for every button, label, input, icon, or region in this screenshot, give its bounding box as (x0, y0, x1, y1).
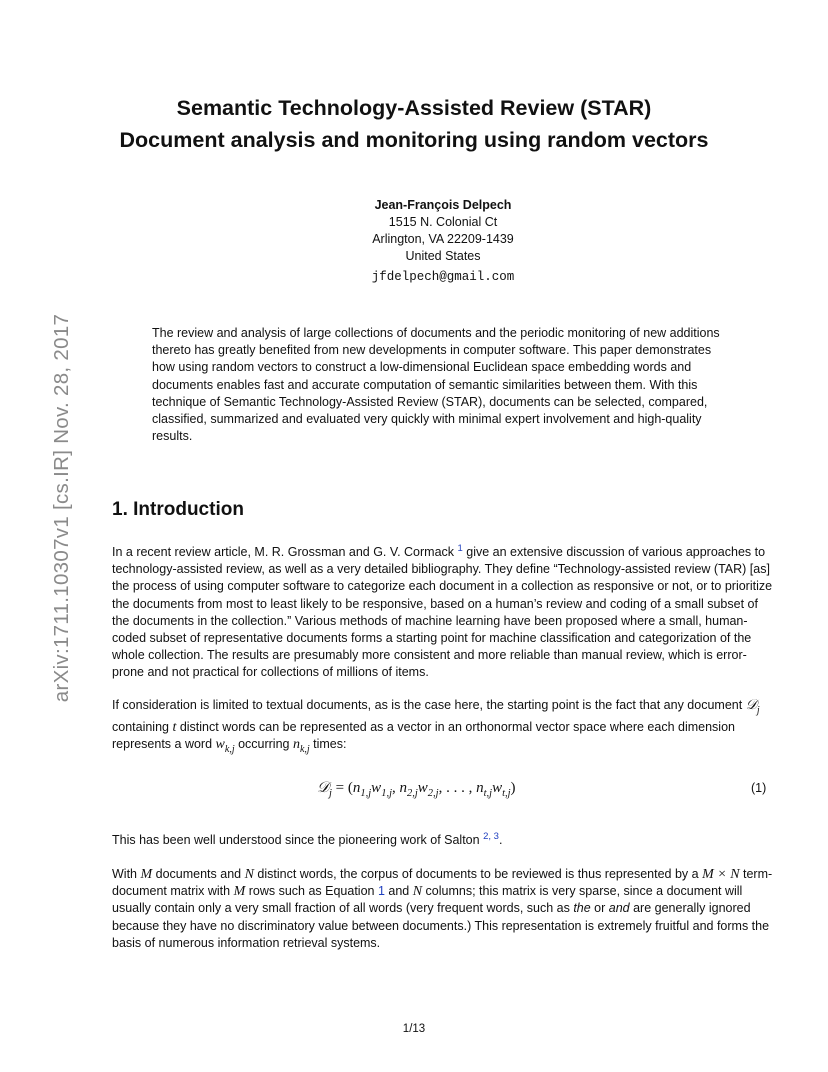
author-name: Jean-François Delpech (374, 198, 512, 212)
math-MxN-expression: M × N (702, 867, 740, 882)
intro-paragraph-1 (112, 544, 774, 682)
para3-text-b: . (498, 833, 503, 847)
title-line-2: Document analysis and monitoring using random vectors (119, 128, 709, 152)
para2-text-b: containing (112, 720, 173, 734)
citation-ref-3[interactable]: 3 (493, 830, 499, 842)
para2-text-d: occurring (234, 737, 293, 752)
emphasis-the: the (573, 901, 591, 916)
equation-number: (1) (751, 781, 767, 795)
author-address-line-2: Arlington, VA 22209-1439 (372, 232, 514, 246)
math-count-symbol: $n_{k,j}$ (292, 737, 310, 755)
equation-reference-link[interactable]: 1 (377, 884, 385, 899)
author-block (0, 197, 828, 286)
section-heading: 1. Introduction (112, 499, 244, 520)
math-document-symbol: 𝒟$_j$ (745, 698, 760, 716)
page-number: 1/13 (402, 1023, 426, 1035)
emphasis-and: and (608, 901, 630, 916)
para1-text-b: give an extensive discussion of various approaches to technology-assisted review, as well as a very detailed bibliography. They define “Technology-assisted review (TAR) [as] the process of using computer software to categorize each document in a collection as responsive or not, or to prioritize the documents from most to least likely to be responsive, based on a human’s review and coding of a small subset of the documents in the collection.” Various methods of machine learning have been proposed where a small, human-coded subset of representative documents forms a starting point for machine classification and categorization of the whole collection. The results are presumably more consistent and more reliable than manual review, which is error-prone and not practical for collections of millions of items. (112, 545, 773, 680)
math-N-symbol: N (244, 867, 254, 882)
para2-text-a: If consideration is limited to textual documents, as is the case here, the starting point is the fact that any document (112, 698, 746, 712)
author-country: United States (405, 249, 481, 263)
intro-paragraph-3: This has been well understood since the pioneering work of Salton $^{2,}$ $^3$. (112, 830, 503, 847)
para2-text-c: distinct words can be represented as a vector in an orthonormal vector space where each dimension represents a word (112, 720, 735, 752)
arxiv-side-stamp: arXiv:1711.10307v1 [cs.IR] Nov. 28, 2017 (50, 313, 73, 703)
para3-text-a: This has been well understood since the pioneering work of Salton (112, 833, 484, 847)
math-M-symbol: M (140, 867, 153, 882)
math-word-symbol: $w_{k,j}$ (215, 737, 235, 755)
equation-1: 𝒟$_j$ = ($n_{1,j}w_{1,j}$, $n_{2,j}w_{2,j}$, . . . , $n_{t,j}w_{t,j}$) (317, 780, 516, 799)
abstract: The review and analysis of large collections of documents and the periodic monitoring of new additions thereto has greatly benefited from new developments in computer software. This paper demonstrates how using random vectors to construct a low-dimensional Euclidean space embedding words and documents enables fast and accurate computation of semantic similarities between them. With this technique of Semantic Technology-Assisted Review (STAR), documents can be selected, compared, classified, summarized and evaluated very quickly with minimal expert involvement and high-quality results. (152, 326, 720, 444)
intro-paragraph-2 (112, 697, 774, 758)
para1-text-a: In a recent review article, M. R. Grossman and G. V. Cormack (112, 545, 458, 559)
citation-ref-1[interactable]: 1 (457, 542, 463, 554)
author-address-line-1: 1515 N. Colonial Ct (388, 215, 498, 229)
math-t-symbol: t (172, 720, 177, 735)
para2-text-e: times: (309, 737, 347, 752)
paper-title (0, 92, 828, 156)
citation-ref-2[interactable]: 2 (483, 830, 489, 842)
title-line-1: Semantic Technology-Assisted Review (STAR) (176, 96, 652, 120)
intro-paragraph-4: With M documents and N distinct words, the corpus of documents to be reviewed is thus represented by a M × N term-document matrix with M rows such as Equation 1 and N columns; this matrix is very sparse, since a document will usually contain only a very small fraction of all words (very frequent words, such as the or and are generally ignored because they have no discriminatory value between documents.) This representation is extremely fruitful and forms the basis of numerous information retrieval systems. (112, 867, 773, 950)
author-email: jfdelpech@gmail.com (371, 270, 515, 284)
